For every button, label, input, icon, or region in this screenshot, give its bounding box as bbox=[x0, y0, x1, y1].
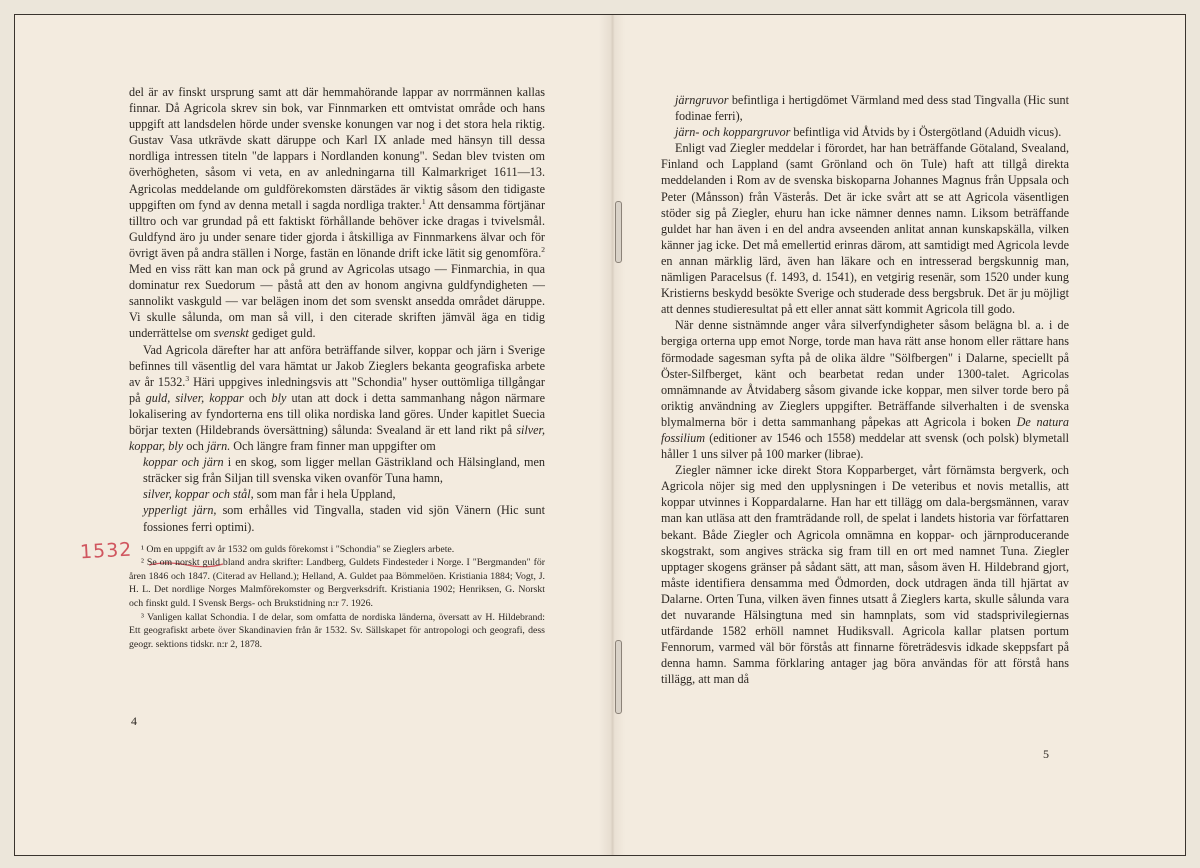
left-page bbox=[129, 84, 545, 651]
gutter-crease bbox=[599, 15, 625, 855]
paragraph: Enligt vad Ziegler meddelar i förordet, har han beträffande Götaland, Svealand, Finland och Lappland (samt Grönland och ön Tule) haft att tillgå direkta meddelanden i Rom av de svenska biskoparna Johannes Magnus från Uppsala och Peter (Månsson) från Västerås. Det är icke svårt att se att Agricola väsentligen stöder sig på Ziegler, ehuru han icke nämner dennes namn. Liksom beträffande guldet har han även i en del andra avseenden anlitat annan kunskapskälla, vilken känner jag icke. Det må emellertid erinras därom, att samtidigt med Agricola levde en annan märklig lärd, även han läkare och en intresserad bergskunnig man, nämligen Paracelsus (f. 1493, d. 1541), en vetgirig resenär, som 1520 under kung Kristierns beskydd besökte Sverige och studerade dess bergsbruk. Det är ju möjligt att dennes studieresultat på ett eller annat sätt kommit Agricola till godo. bbox=[661, 141, 1069, 317]
paragraph: När denne sistnämnde anger våra silverfyndigheter såsom belägna bl. a. i de bergiga orterna upp emot Norge, torde man hava rätt anse honom eller rättare hans förmodade sagesman syfta på de olika äldre "Sölfbergen" i Dalarne, speciellt på Öster-Silfberget, känt och bearbetat redan under 1300-talet. Agricolas omnämnande av Åtvidaberg såsom givande icke koppar, men silver torde bero på oriktig användning av Zieglers uppgifter. Beträffande silverhalten i de svenska blymalmerna bör i detta sammanhang påpekas att Agricola i boken De natura fossilium (editioner av 1546 och 1558) meddelar att svensk (och polsk) blymetall håller 1 uns silver på 100 marker (librae). bbox=[661, 318, 1070, 462]
page-number-left: 4 bbox=[131, 714, 137, 728]
quote-item: ypperligt järn, som erhålles vid Tingvalla, staden vid sjön Vänern (Hic sunt fossiones ferri optimi). bbox=[143, 503, 545, 534]
right-page bbox=[661, 92, 1069, 687]
staple-bottom bbox=[615, 640, 622, 714]
paragraph: Vad Agricola därefter har att anföra beträffande silver, koppar och järn i Sverige befinnes till väsentlig del vara hämtat ur Jakob Zieglers bekanta geografiska arbete av år 1532.$^3$ Häri uppgives inledningsvis att "Schondia" hyser outtömliga tillgångar på guld, silver, koppar och bly utan att dock i detta sammanhang någon närmare lokalisering av fyndorterna ens till olika nordiska land göres. Under kapitlet Suecia börjar texten (Hildebrands översättning) sålunda: Svealand är ett land rikt på silver, koppar, bly och järn. Och längre fram finner man uppgifter om bbox=[129, 342, 545, 454]
footnote: ² Se om norskt guld bland andra skrifter: Landberg, Guldets Findesteder i Norge. I "Bergmanden" för åren 1846 och 1847. (Citerad av Helland.); Helland, A. Guldet paa Bömmelöen. Kristiania 1884; Vogt, J. H. L. Det nordlige Norges Malmförekomster og Bergverksdrift. Kristiania 1902; Henriksen, G. Norskt och finskt guld. I Svensk Bergs- och Brukstidning n:r 7. 1926. bbox=[129, 557, 545, 609]
quote-item: koppar och järn i en skog, som ligger mellan Gästrikland och Hälsingland, men sträcker sig från Siljan till svenska viken ovanför Tuna hamn, bbox=[143, 455, 545, 486]
page-number-right: 5 bbox=[1043, 747, 1049, 761]
footnote: ¹ Om en uppgift av år 1532 om gulds förekomst i "Schondia" se Zieglers arbete. bbox=[141, 543, 455, 555]
quote-item: silver, koppar och stål, som man får i hela Uppland, bbox=[143, 487, 396, 502]
footnote: ³ Vanligen kallat Schondia. I de delar, som omfatta de nordiska länderna, översatt av H. Hildebrand: Ett geografiskt arbete över Skandinavien från år 1532. Sv. Sällskapet för antropologi och geografi, dess geogr. sektions tidskr. n:r 2, 1878. bbox=[129, 611, 545, 650]
staple-top bbox=[615, 201, 622, 263]
handwritten-annotation: 1532 bbox=[79, 538, 133, 564]
paragraph: del är av finskt ursprung samt att där hemmahörande lappar av norrmännen kallas finnar. Då Agricola skrev sin bok, var Finnmarken ett omtvistat område och hans uppgift att landsdelen hörde under svenske konungen var nog i det stora hela riktig. Gustav Vasa utkrävde skatt däruppe och Karl IX anlade med hänsyn till dessa nordliga intressen titeln "de lappars i Nordlanden konung". Sedan blev tvisten om överhögheten, såsom vi veta, en av anledningarna till Kalmarkriget 1611—13. Agricolas meddelande om guldförekomsten därstädes är viktig såsom den tidigaste uppgiften om fynd av denna metall i sagda nordliga trakter.$^1$ Att densamma förtjänar tilltro och var grundad på ett faktiskt förhållande behöver icke dragas i tvivelsmål. Guldfynd äro ju under senare tider gjorda i åtskilliga av Finnmarkens älvar och för övrigt även på andra ställen i Norge, fastän en lönande drift icke lätit sig genomföra.$^2$ Med en viss rätt kan man ock på grund av Agricolas utsago — Finmarchia, in qua dominatur rex Suedorum — påstå att den av honom angivna guldfyndigheten — sannolikt vaskguld — var belägen inom det som svenskt ansedda området däruppe. Vi skulle sålunda, om man så vill, i den citerade skriften jämväl äga en tidig underrättelse om svenskt gediget guld. bbox=[129, 85, 545, 341]
quote-item: järngruvor befintliga i hertigdömet Värmland med dess stad Tingvalla (Hic sunt fodinae ferri), bbox=[675, 93, 1069, 124]
paragraph: Ziegler nämner icke direkt Stora Kopparberget, vårt förnämsta bergverk, och Agricola nöjer sig med den upplysningen i De veteribus et novis metallis, att koppar utvinnes i Koppardalarne. Han har ett tillägg om dala-bergsmännen, varav man kan utläsa att den framträdande roll, de spelat i landets historia var författaren bekant. Både Ziegler och Agricola omnämna en koppar- och järnproducerande skogstrakt, som angives sträcka sig fram till en ort med namnet Tuna. Ziegler upptager skogens gränser på sådant sätt, att man, såsom även H. Hildebrand gjort, måste identifiera densamma med Ödmorden, dock utdragen ända till hjärtat av Dalarne. Orten Tuna, vilken även finnes utsatt å Zieglers karta, skulle sålunda vara det nuvarande Hälsingtuna med sin hamnplats, som vid stadsprivilegiernas utfärdande 1582 erhöll namnet Hudiksvall. Agricola kallar platsen portum Fennorum, varmed väl bör förstås att finnarne företrädesvis idkade skeppsfart på denna hamn. Samma förklaring antager jag böra användas för att förstå hans tillägg, att man då bbox=[661, 463, 1069, 687]
quote-item: järn- och koppargruvor befintliga vid Åtvids by i Östergötland (Aduidh vicus). bbox=[675, 125, 1062, 140]
footnotes bbox=[129, 543, 545, 652]
